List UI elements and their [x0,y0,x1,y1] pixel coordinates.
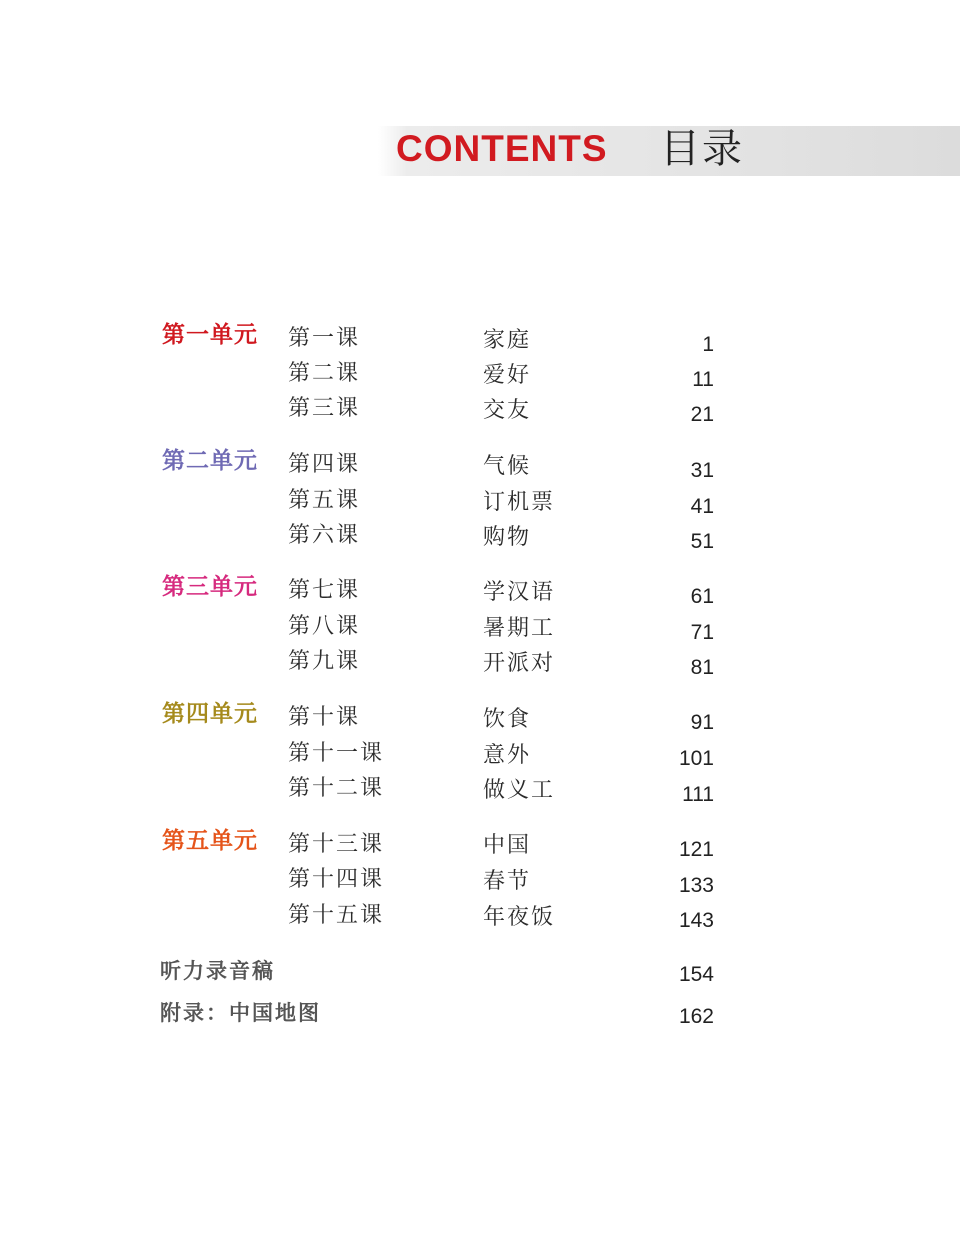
lesson-title[interactable]: 暑期工 [483,616,556,641]
lesson-number[interactable]: 第十三课 [288,832,385,857]
lesson-number[interactable]: 第十五课 [288,903,385,928]
lesson-number[interactable]: 第六课 [288,523,361,548]
lesson-number[interactable]: 第五课 [288,488,361,513]
page-number: 1 [702,333,714,356]
lesson-number[interactable]: 第十四课 [288,867,385,892]
page-number: 91 [690,711,714,734]
lesson-number[interactable]: 第二课 [288,361,361,386]
lesson-title[interactable]: 购物 [483,525,532,550]
page-number: 133 [678,874,714,897]
listening-transcript-label[interactable]: 听力录音稿 [160,959,275,983]
page-number: 162 [678,1005,714,1028]
lesson-title[interactable]: 爱好 [483,363,532,388]
lesson-title[interactable]: 开派对 [483,651,556,676]
unit-label: 第二单元 [162,448,258,474]
contents-title-zh: 目录 [660,126,744,172]
lesson-title[interactable]: 家庭 [483,328,532,353]
page-number: 143 [678,909,714,932]
page-number: 31 [690,459,714,482]
lesson-title[interactable]: 交友 [483,398,532,423]
lesson-title[interactable]: 学汉语 [483,580,556,605]
lesson-title[interactable]: 气候 [483,454,532,479]
unit-label: 第一单元 [162,322,258,348]
page-number: 61 [690,585,714,608]
lesson-number[interactable]: 第七课 [288,578,361,603]
page-number: 101 [678,747,714,770]
unit-label: 第四单元 [162,701,258,727]
page-number: 154 [678,963,714,986]
page-number: 41 [690,495,714,518]
appendix-map-label[interactable]: 附录：中国地图 [160,1001,321,1025]
lesson-title[interactable]: 中国 [483,833,532,858]
lesson-number[interactable]: 第十二课 [288,776,385,801]
contents-title-en: CONTENTS [396,128,608,169]
lesson-number[interactable]: 第十一课 [288,741,385,766]
page-number: 21 [690,403,714,426]
page-number: 81 [690,656,714,679]
lesson-number[interactable]: 第九课 [288,649,361,674]
lesson-number[interactable]: 第一课 [288,326,361,351]
lesson-title[interactable]: 饮食 [483,707,532,732]
unit-label: 第五单元 [162,828,258,854]
lesson-number[interactable]: 第三课 [288,396,361,421]
page-number: 11 [692,368,714,391]
lesson-number[interactable]: 第十课 [288,705,361,730]
lesson-title[interactable]: 订机票 [483,490,556,515]
page-number: 121 [678,838,714,861]
unit-label: 第三单元 [162,574,258,600]
page-number: 71 [690,621,714,644]
page-number: 51 [690,530,714,553]
lesson-number[interactable]: 第八课 [288,614,361,639]
lesson-title[interactable]: 年夜饭 [483,905,556,930]
lesson-title[interactable]: 春节 [483,869,532,894]
lesson-number[interactable]: 第四课 [288,452,361,477]
lesson-title[interactable]: 做义工 [483,778,556,803]
lesson-title[interactable]: 意外 [483,743,532,768]
page-number: 111 [682,783,714,806]
